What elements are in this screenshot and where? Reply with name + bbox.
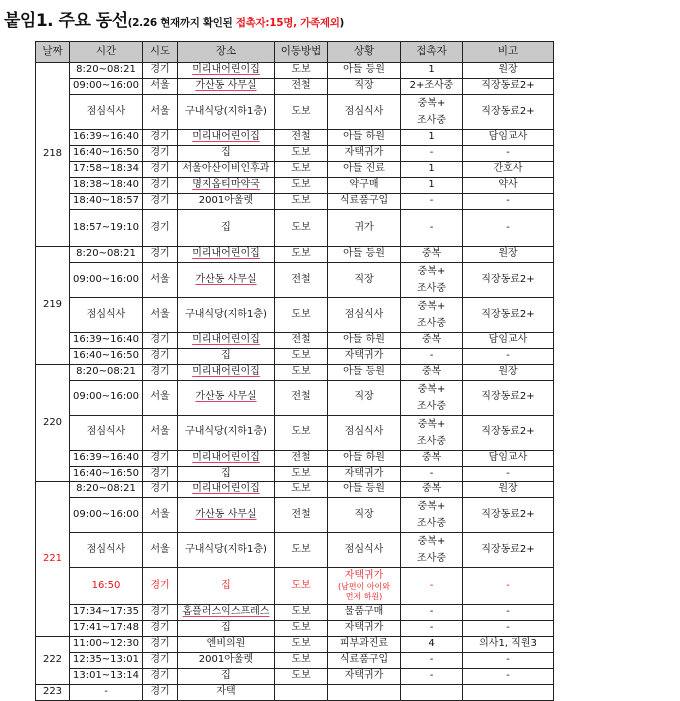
place-cell: 집 xyxy=(178,621,275,637)
note-cell: 직장동료2+ xyxy=(463,533,554,568)
time-cell: 17:41~17:48 xyxy=(70,621,143,637)
note-cell: 직장동료2+ xyxy=(463,298,554,333)
situation-cell: 귀가 xyxy=(328,210,401,247)
move-cell: 도보 xyxy=(275,669,328,685)
place-cell: 엔비의원 xyxy=(178,637,275,653)
situation-cell: 아들 하원 xyxy=(328,130,401,146)
move-cell xyxy=(275,685,328,701)
time-cell: 12:35~13:01 xyxy=(70,653,143,669)
table-row xyxy=(36,669,554,685)
region-cell: 서울 xyxy=(143,498,178,533)
region-cell: 서울 xyxy=(143,263,178,298)
table-row xyxy=(36,450,554,466)
time-cell: 점심식사 xyxy=(70,533,143,568)
contacts-cell: 중복 xyxy=(401,450,463,466)
date-cell: 222 xyxy=(36,637,70,685)
place-cell: 자택 xyxy=(178,685,275,701)
contacts-cell: - xyxy=(401,669,463,685)
contacts-cell: 중복+ 조사중 xyxy=(401,95,463,130)
note-cell: 원장 xyxy=(463,247,554,263)
move-cell: 도보 xyxy=(275,653,328,669)
title-sub-suffix: ) xyxy=(339,17,345,29)
situation-cell: 자택귀가 (남편이 아이와 먼저 하원) xyxy=(328,568,401,605)
move-cell: 도보 xyxy=(275,95,328,130)
region-cell: 경기 xyxy=(143,162,178,178)
table-row xyxy=(36,498,554,533)
move-cell: 도보 xyxy=(275,482,328,498)
note-cell: - xyxy=(463,621,554,637)
region-cell: 경기 xyxy=(143,146,178,162)
column-header: 상황 xyxy=(328,42,401,63)
region-cell: 경기 xyxy=(143,466,178,482)
contacts-cell: - xyxy=(401,568,463,605)
contacts-cell: 1 xyxy=(401,63,463,79)
region-cell: 경기 xyxy=(143,482,178,498)
situation-cell: 직장 xyxy=(328,498,401,533)
situation-cell: 자택귀가 xyxy=(328,349,401,365)
move-cell: 전철 xyxy=(275,79,328,95)
place-cell: 미리내어린이집 xyxy=(178,63,275,79)
situation-cell: 자택귀가 xyxy=(328,669,401,685)
time-cell: 09:00~16:00 xyxy=(70,380,143,415)
note-cell: - xyxy=(463,210,554,247)
time-cell: 16:39~16:40 xyxy=(70,450,143,466)
table-row xyxy=(36,95,554,130)
table-body xyxy=(36,63,554,701)
column-header: 비고 xyxy=(463,42,554,63)
place-cell: 2001아울렛 xyxy=(178,194,275,210)
place-cell: 가산동 사무실 xyxy=(178,498,275,533)
place-cell: 서울아산이비인후과 xyxy=(178,162,275,178)
place-cell: 미리내어린이집 xyxy=(178,130,275,146)
situation-cell: 식료품구입 xyxy=(328,653,401,669)
contacts-cell: - xyxy=(401,621,463,637)
place-cell: 2001아울렛 xyxy=(178,653,275,669)
region-cell: 경기 xyxy=(143,349,178,365)
move-cell: 도보 xyxy=(275,605,328,621)
table-row xyxy=(36,415,554,450)
region-cell: 경기 xyxy=(143,605,178,621)
table-row xyxy=(36,210,554,247)
region-cell: 서울 xyxy=(143,79,178,95)
title-sub-contacts: 접촉자:15명, 가족제외 xyxy=(235,17,340,29)
note-cell: 직장동료2+ xyxy=(463,380,554,415)
note-cell: 직장동료2+ xyxy=(463,95,554,130)
table-row xyxy=(36,194,554,210)
title-sub-prefix: (2.26 현재까지 확인된 xyxy=(127,17,236,29)
move-cell: 도보 xyxy=(275,298,328,333)
move-cell: 전철 xyxy=(275,263,328,298)
contacts-cell: 4 xyxy=(401,637,463,653)
move-cell: 도보 xyxy=(275,415,328,450)
note-cell: 약사 xyxy=(463,178,554,194)
region-cell: 경기 xyxy=(143,178,178,194)
situation-cell: 점심식사 xyxy=(328,415,401,450)
table-row xyxy=(36,380,554,415)
note-cell: 직장동료2+ xyxy=(463,263,554,298)
move-cell: 도보 xyxy=(275,637,328,653)
table-row xyxy=(36,466,554,482)
move-cell: 전철 xyxy=(275,333,328,349)
note-cell: 담임교사 xyxy=(463,450,554,466)
time-cell: 점심식사 xyxy=(70,415,143,450)
place-cell: 집 xyxy=(178,669,275,685)
place-cell: 가산동 사무실 xyxy=(178,380,275,415)
contacts-cell: - xyxy=(401,349,463,365)
region-cell: 경기 xyxy=(143,364,178,380)
move-cell: 도보 xyxy=(275,364,328,380)
move-cell: 도보 xyxy=(275,146,328,162)
situation-cell: 점심식사 xyxy=(328,533,401,568)
time-cell: 16:39~16:40 xyxy=(70,333,143,349)
column-header: 장소 xyxy=(178,42,275,63)
place-cell: 가산동 사무실 xyxy=(178,79,275,95)
move-cell: 도보 xyxy=(275,349,328,365)
table-row xyxy=(36,298,554,333)
date-cell: 220 xyxy=(36,364,70,482)
time-cell: 점심식사 xyxy=(70,95,143,130)
time-cell: 8:20~08:21 xyxy=(70,247,143,263)
contacts-cell: 중복+ 조사중 xyxy=(401,263,463,298)
table-row xyxy=(36,247,554,263)
move-cell: 도보 xyxy=(275,178,328,194)
table-row xyxy=(36,263,554,298)
situation-cell: 자택귀가 xyxy=(328,146,401,162)
contacts-cell: 중복 xyxy=(401,333,463,349)
situation-cell: 피부과진료 xyxy=(328,637,401,653)
place-cell: 집 xyxy=(178,146,275,162)
contacts-cell: 중복 xyxy=(401,247,463,263)
document-title xyxy=(4,6,344,32)
time-cell: 18:57~19:10 xyxy=(70,210,143,247)
move-cell: 전철 xyxy=(275,498,328,533)
situation-cell: 물품구매 xyxy=(328,605,401,621)
note-cell: 간호사 xyxy=(463,162,554,178)
place-cell: 구내식당(지하1층) xyxy=(178,95,275,130)
time-cell: 18:38~18:40 xyxy=(70,178,143,194)
situation-cell: 아들 하원 xyxy=(328,450,401,466)
table-header-row xyxy=(36,42,554,63)
table-row xyxy=(36,63,554,79)
note-cell: 원장 xyxy=(463,364,554,380)
time-cell: 16:50 xyxy=(70,568,143,605)
situation-cell: 아들 등원 xyxy=(328,63,401,79)
place-cell: 미리내어린이집 xyxy=(178,482,275,498)
region-cell: 경기 xyxy=(143,130,178,146)
move-cell: 도보 xyxy=(275,247,328,263)
move-cell: 도보 xyxy=(275,162,328,178)
table-row xyxy=(36,653,554,669)
table-row xyxy=(36,568,554,605)
contacts-cell: 1 xyxy=(401,130,463,146)
move-cell: 도보 xyxy=(275,568,328,605)
move-cell: 도보 xyxy=(275,63,328,79)
time-cell: 13:01~13:14 xyxy=(70,669,143,685)
place-cell: 명지옵티마약국 xyxy=(178,178,275,194)
note-cell: - xyxy=(463,605,554,621)
table-row xyxy=(36,533,554,568)
contacts-cell: 2+조사중 xyxy=(401,79,463,95)
situation-cell: 식료품구입 xyxy=(328,194,401,210)
time-cell: 17:58~18:34 xyxy=(70,162,143,178)
place-cell: 홈플러스익스프레스 xyxy=(178,605,275,621)
contacts-cell: - xyxy=(401,194,463,210)
place-cell: 미리내어린이집 xyxy=(178,247,275,263)
time-cell: 8:20~08:21 xyxy=(70,63,143,79)
contacts-cell: 중복+ 조사중 xyxy=(401,298,463,333)
contacts-cell: 중복+ 조사중 xyxy=(401,498,463,533)
time-cell: 09:00~16:00 xyxy=(70,498,143,533)
note-cell: - xyxy=(463,146,554,162)
table-row xyxy=(36,482,554,498)
note-cell: - xyxy=(463,568,554,605)
contacts-cell: 중복+ 조사중 xyxy=(401,533,463,568)
contacts-cell: 1 xyxy=(401,178,463,194)
place-cell: 집 xyxy=(178,568,275,605)
date-cell: 218 xyxy=(36,63,70,247)
place-cell: 집 xyxy=(178,349,275,365)
contacts-cell: - xyxy=(401,653,463,669)
note-cell: 직장동료2+ xyxy=(463,79,554,95)
table-row xyxy=(36,162,554,178)
column-header: 시간 xyxy=(70,42,143,63)
place-cell: 집 xyxy=(178,466,275,482)
table-row xyxy=(36,146,554,162)
table-row xyxy=(36,364,554,380)
time-cell: 17:34~17:35 xyxy=(70,605,143,621)
table-row xyxy=(36,349,554,365)
situation-cell: 아들 진료 xyxy=(328,162,401,178)
region-cell: 경기 xyxy=(143,621,178,637)
contacts-cell: - xyxy=(401,466,463,482)
time-cell: 11:00~12:30 xyxy=(70,637,143,653)
note-cell: 원장 xyxy=(463,63,554,79)
note-cell xyxy=(463,685,554,701)
column-header: 시도 xyxy=(143,42,178,63)
note-cell: 직장동료2+ xyxy=(463,498,554,533)
time-cell: 8:20~08:21 xyxy=(70,482,143,498)
column-header: 이동방법 xyxy=(275,42,328,63)
time-cell: 8:20~08:21 xyxy=(70,364,143,380)
situation-cell: 아들 등원 xyxy=(328,364,401,380)
table-row xyxy=(36,637,554,653)
place-cell: 가산동 사무실 xyxy=(178,263,275,298)
note-cell: - xyxy=(463,194,554,210)
situation-cell: 약구매 xyxy=(328,178,401,194)
note-cell: 담임교사 xyxy=(463,333,554,349)
region-cell: 경기 xyxy=(143,63,178,79)
move-cell: 도보 xyxy=(275,621,328,637)
contacts-cell: - xyxy=(401,605,463,621)
region-cell: 경기 xyxy=(143,450,178,466)
place-cell: 구내식당(지하1층) xyxy=(178,533,275,568)
situation-cell: 아들 하원 xyxy=(328,333,401,349)
situation-cell: 직장 xyxy=(328,263,401,298)
note-cell: - xyxy=(463,466,554,482)
region-cell: 경기 xyxy=(143,210,178,247)
region-cell: 경기 xyxy=(143,653,178,669)
move-cell: 도보 xyxy=(275,194,328,210)
move-cell: 도보 xyxy=(275,533,328,568)
time-cell: 16:40~16:50 xyxy=(70,466,143,482)
note-cell: 의사1, 직원3 xyxy=(463,637,554,653)
place-cell: 집 xyxy=(178,210,275,247)
situation-cell: 아들 등원 xyxy=(328,247,401,263)
region-cell: 경기 xyxy=(143,568,178,605)
situation-cell: 점심식사 xyxy=(328,95,401,130)
note-cell: - xyxy=(463,349,554,365)
move-cell: 전철 xyxy=(275,380,328,415)
place-cell: 미리내어린이집 xyxy=(178,450,275,466)
contacts-cell: 1 xyxy=(401,162,463,178)
note-cell: 담임교사 xyxy=(463,130,554,146)
date-cell: 219 xyxy=(36,247,70,365)
place-cell: 미리내어린이집 xyxy=(178,364,275,380)
region-cell: 경기 xyxy=(143,685,178,701)
contacts-cell: - xyxy=(401,210,463,247)
contacts-cell: 중복 xyxy=(401,482,463,498)
table-row xyxy=(36,621,554,637)
table-row xyxy=(36,79,554,95)
time-cell: 16:40~16:50 xyxy=(70,349,143,365)
table-row xyxy=(36,178,554,194)
situation-cell: 자택귀가 xyxy=(328,621,401,637)
table-row xyxy=(36,605,554,621)
contacts-cell: 중복+ 조사중 xyxy=(401,415,463,450)
note-cell: - xyxy=(463,653,554,669)
note-cell: 원장 xyxy=(463,482,554,498)
region-cell: 경기 xyxy=(143,637,178,653)
move-cell: 도보 xyxy=(275,210,328,247)
region-cell: 경기 xyxy=(143,247,178,263)
situation-cell: 점심식사 xyxy=(328,298,401,333)
region-cell: 서울 xyxy=(143,533,178,568)
time-cell: 점심식사 xyxy=(70,298,143,333)
time-cell: 16:40~16:50 xyxy=(70,146,143,162)
movement-table xyxy=(35,41,554,701)
situation-cell: 직장 xyxy=(328,79,401,95)
move-cell: 도보 xyxy=(275,466,328,482)
move-cell: 전철 xyxy=(275,450,328,466)
situation-cell: 아들 등원 xyxy=(328,482,401,498)
date-cell: 221 xyxy=(36,482,70,637)
column-header: 날짜 xyxy=(36,42,70,63)
note-cell: - xyxy=(463,669,554,685)
region-cell: 경기 xyxy=(143,194,178,210)
note-cell: 직장동료2+ xyxy=(463,415,554,450)
region-cell: 서울 xyxy=(143,380,178,415)
move-cell: 전철 xyxy=(275,130,328,146)
date-cell: 223 xyxy=(36,685,70,701)
region-cell: 서울 xyxy=(143,298,178,333)
table-row xyxy=(36,685,554,701)
contacts-cell xyxy=(401,685,463,701)
place-cell: 구내식당(지하1층) xyxy=(178,298,275,333)
situation-cell: 자택귀가 xyxy=(328,466,401,482)
region-cell: 경기 xyxy=(143,333,178,349)
contacts-cell: 중복+ 조사중 xyxy=(401,380,463,415)
time-cell: - xyxy=(70,685,143,701)
table-row xyxy=(36,130,554,146)
time-cell: 18:40~18:57 xyxy=(70,194,143,210)
place-cell: 미리내어린이집 xyxy=(178,333,275,349)
region-cell: 서울 xyxy=(143,95,178,130)
region-cell: 서울 xyxy=(143,415,178,450)
situation-cell xyxy=(328,685,401,701)
situation-cell: 직장 xyxy=(328,380,401,415)
time-cell: 09:00~16:00 xyxy=(70,263,143,298)
column-header: 접촉자 xyxy=(401,42,463,63)
place-cell: 구내식당(지하1층) xyxy=(178,415,275,450)
time-cell: 09:00~16:00 xyxy=(70,79,143,95)
contacts-cell: 중복 xyxy=(401,364,463,380)
contacts-cell: - xyxy=(401,146,463,162)
region-cell: 경기 xyxy=(143,669,178,685)
table-row xyxy=(36,333,554,349)
time-cell: 16:39~16:40 xyxy=(70,130,143,146)
title-main: 붙임1. 주요 동선 xyxy=(4,11,128,31)
